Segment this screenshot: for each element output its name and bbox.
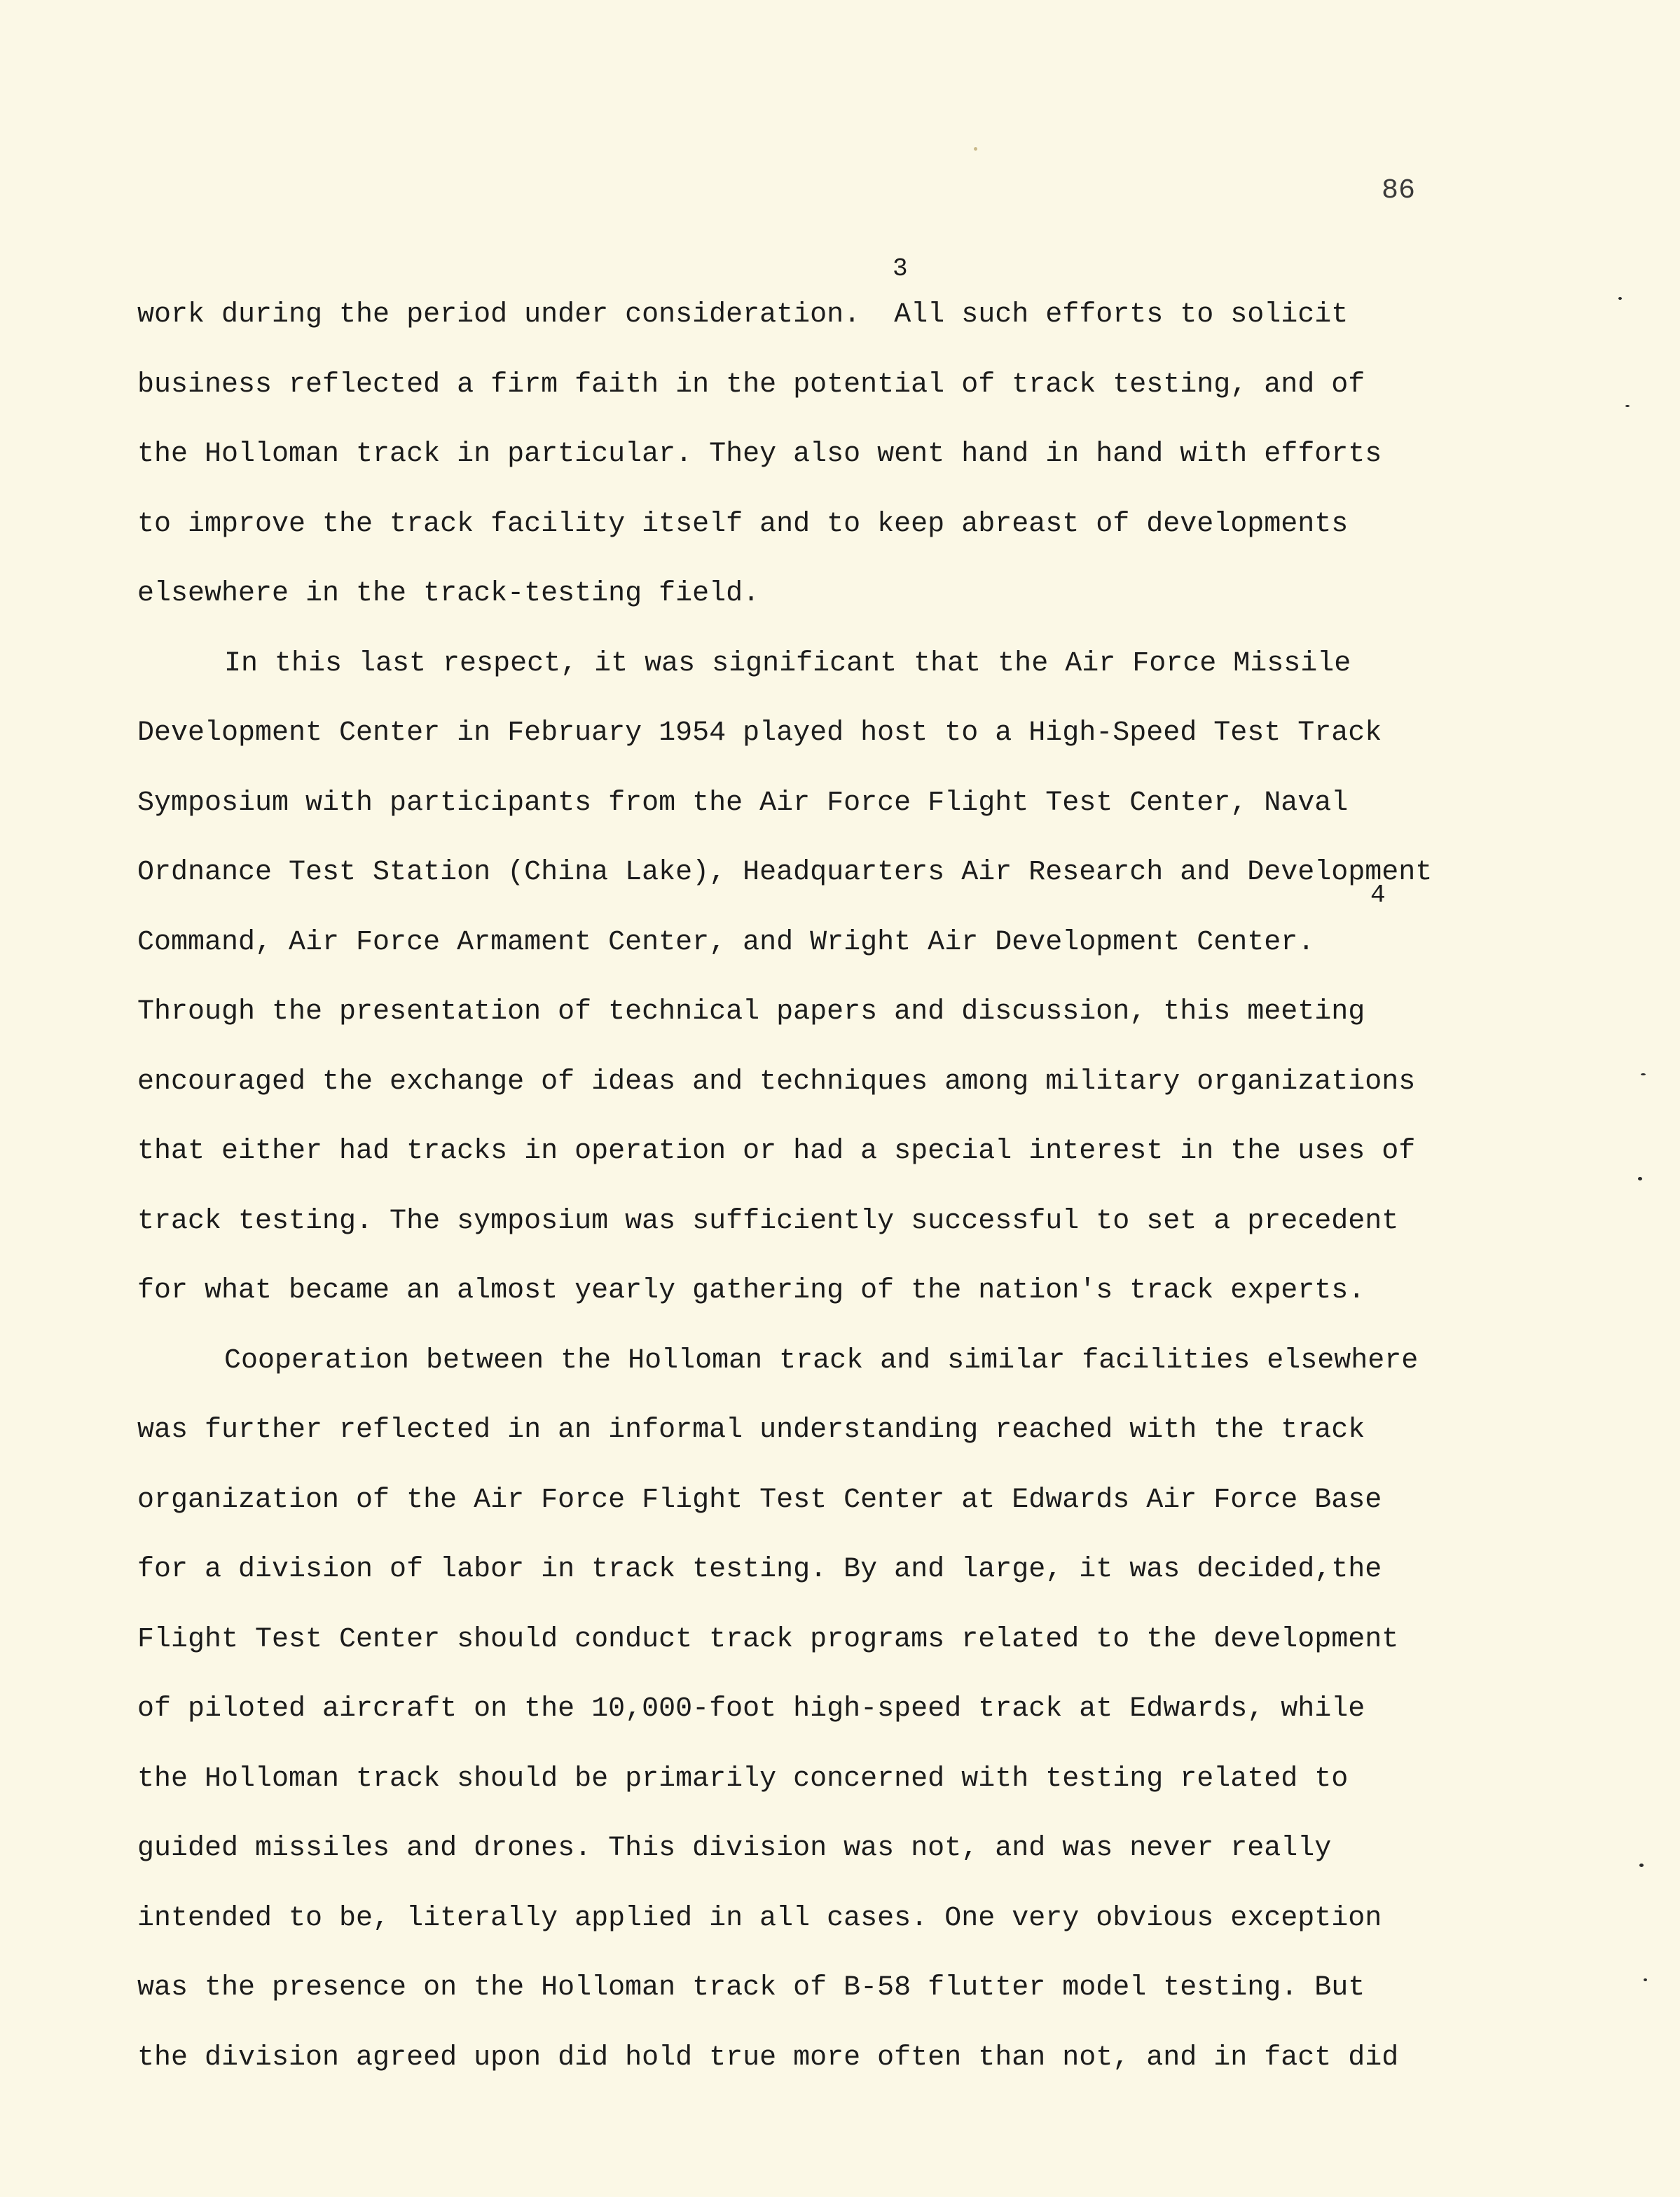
body-text xyxy=(137,254,1538,2093)
text-line: Flight Test Center should conduct track programs related to the development xyxy=(137,1623,1399,1655)
text-line: of piloted aircraft on the 10,000-foot high-speed track at Edwards, while xyxy=(137,1693,1365,1725)
text-line: was the presence on the Holloman track of B-58 flutter model testing. But xyxy=(137,1972,1365,2004)
text-line: Symposium with participants from the Air Force Flight Test Center, Naval xyxy=(137,787,1349,819)
footnote-reference: 3 xyxy=(893,254,908,283)
text-line: Ordnance Test Station (China Lake), Headquarters Air Research and Development xyxy=(137,857,1433,888)
text-line: Through the presentation of technical papers and discussion, this meeting xyxy=(137,996,1365,1028)
text-line: elsewhere in the track-testing field. xyxy=(137,578,760,609)
text-line: the Holloman track in particular. They also went hand in hand with efforts xyxy=(137,439,1382,470)
footnote-reference: 4 xyxy=(1370,880,1386,909)
text-spacer xyxy=(860,299,894,331)
text-line-segment: All such efforts to solicit xyxy=(894,299,1349,331)
text-line xyxy=(137,254,1538,350)
text-line: was further reflected in an informal understanding reached with the track xyxy=(137,1414,1365,1446)
text-line: Cooperation between the Holloman track and similar facilities elsewhere xyxy=(224,1344,1419,1377)
text-line: guided missiles and drones. This division was not, and was never really xyxy=(137,1833,1332,1864)
scan-speck xyxy=(1644,1978,1647,1981)
text-line: the division agreed upon did hold true more often than not, and in fact did xyxy=(137,2041,1399,2074)
text-line-segment: work during the period under consideration. xyxy=(137,299,861,331)
text-line: intended to be, literally applied in all cases. One very obvious exception xyxy=(137,1902,1382,1934)
page-number: 86 xyxy=(1382,175,1416,207)
scan-speck xyxy=(1625,405,1630,407)
scan-speck xyxy=(974,147,977,151)
scan-speck xyxy=(1639,1864,1644,1867)
text-line: that either had tracks in operation or had a special interest in the uses of xyxy=(137,1136,1416,1167)
text-line: business reflected a firm faith in the potential of track testing, and of xyxy=(137,369,1365,401)
text-line xyxy=(137,880,1538,978)
scan-speck xyxy=(1641,1073,1646,1075)
text-line: for a division of labor in track testing. By and large, it was decided,the xyxy=(137,1554,1382,1585)
scan-speck xyxy=(1618,297,1622,300)
text-line-segment: Command, Air Force Armament Center, and Wright Air Development Center. xyxy=(137,926,1315,958)
text-line: for what became an almost yearly gathering of the nation's track experts. xyxy=(137,1275,1365,1307)
scan-speck xyxy=(1638,1177,1642,1180)
text-line: to improve the track facility itself and to keep abreast of developments xyxy=(137,508,1349,540)
text-line: Development Center in February 1954 played host to a High-Speed Test Track xyxy=(137,717,1382,749)
text-line: the Holloman track should be primarily concerned with testing related to xyxy=(137,1763,1349,1795)
text-line: encouraged the exchange of ideas and techniques among military organizations xyxy=(137,1066,1416,1098)
text-line: organization of the Air Force Flight Test Center at Edwards Air Force Base xyxy=(137,1484,1382,1516)
text-line: In this last respect, it was significant that the Air Force Missile xyxy=(224,647,1351,680)
text-line: track testing. The symposium was sufficiently successful to set a precedent xyxy=(137,1205,1399,1237)
